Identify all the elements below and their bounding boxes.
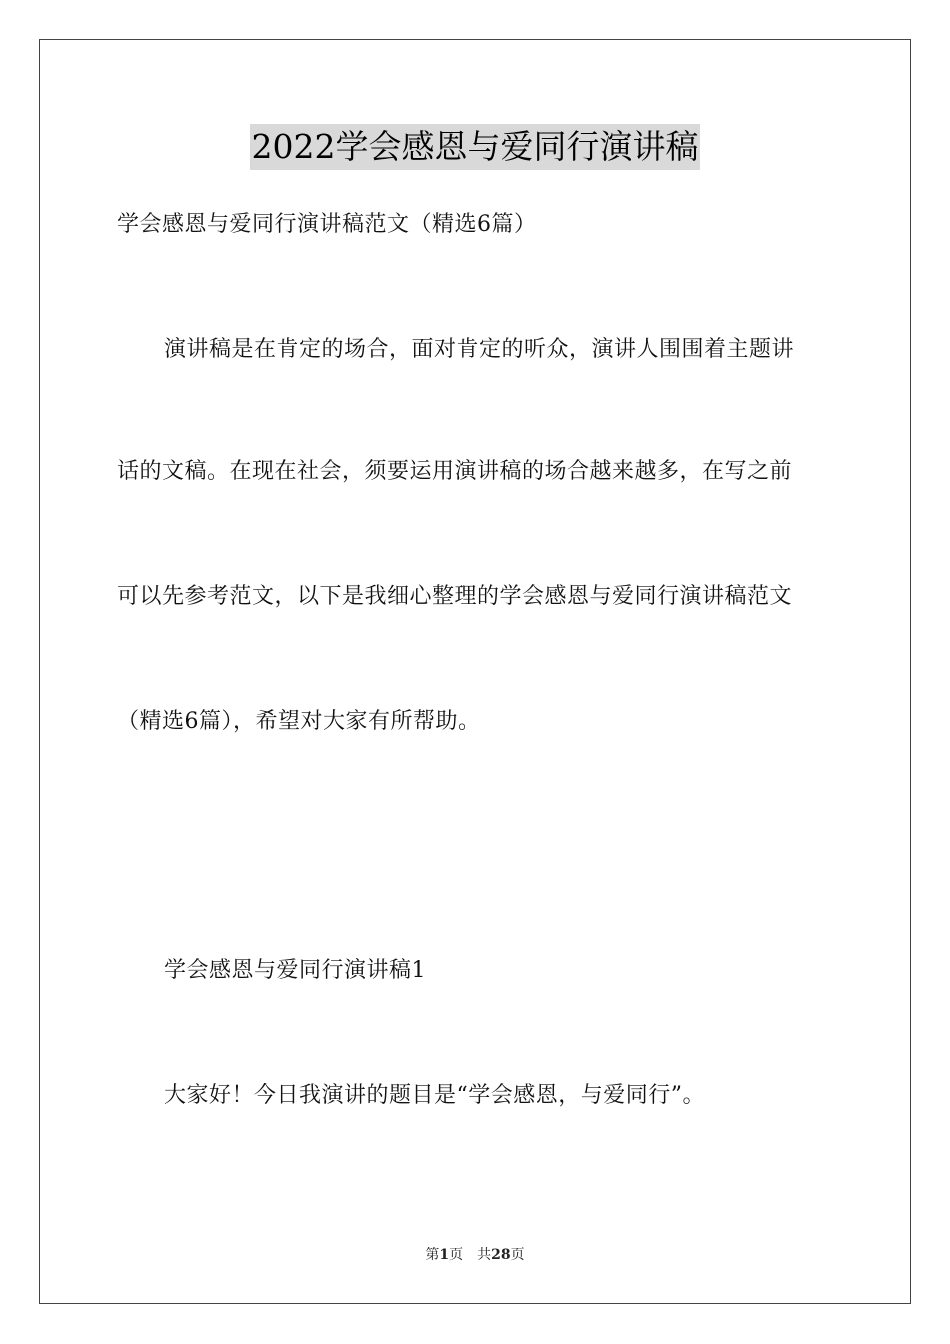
intro-line-4: （精选6篇），希望对大家有所帮助。 [117, 709, 481, 734]
intro-line-1: 演讲稿是在肯定的场合，面对肯定的听众，演讲人围围着主题讲 [164, 337, 795, 362]
section-heading: 学会感恩与爱同行演讲稿1 [164, 958, 426, 983]
intro-line-3: 可以先参考范文，以下是我细心整理的学会感恩与爱同行演讲稿范文 [117, 584, 793, 609]
page-footer [0, 1245, 950, 1265]
document-title: 2022学会感恩与爱同行演讲稿 [250, 124, 701, 170]
intro-line-2: 话的文稿。在现在社会，须要运用演讲稿的场合越来越多，在写之前 [117, 459, 793, 484]
body-line: 大家好！今日我演讲的题目是“学会感恩，与爱同行”。 [164, 1083, 705, 1108]
footer-total-pages: 28 [491, 1247, 511, 1263]
footer-suffix: 页 [510, 1247, 525, 1263]
footer-current-page: 1 [439, 1247, 450, 1263]
document-subtitle: 学会感恩与爱同行演讲稿范文（精选6篇） [117, 212, 537, 237]
footer-mid: 页 共 [449, 1247, 492, 1263]
title-container [0, 124, 950, 170]
footer-prefix: 第 [425, 1247, 440, 1263]
